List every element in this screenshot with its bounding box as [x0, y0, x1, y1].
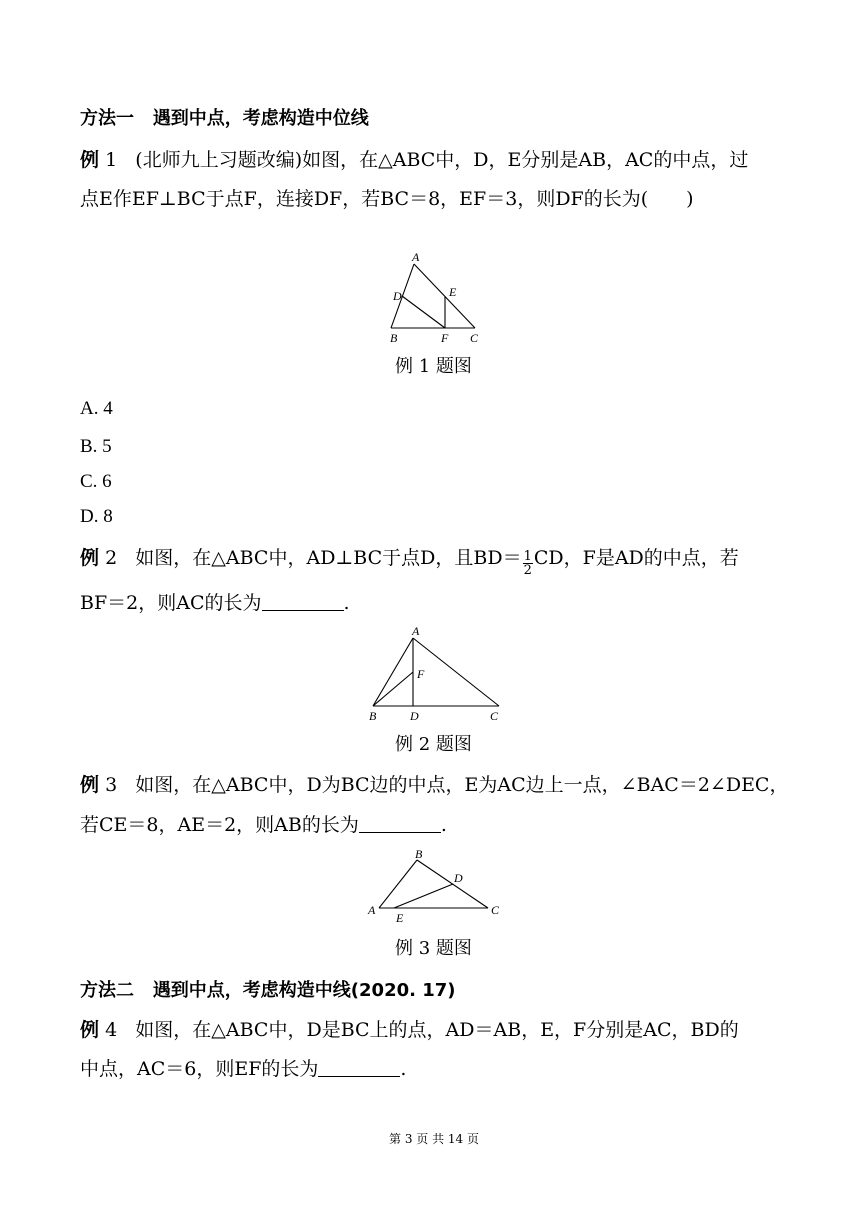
- figure-ex2: [362, 624, 512, 724]
- ex2-text-2: BF＝2，则AC的长为: [80, 592, 262, 614]
- fig2-label-d: D: [410, 709, 419, 723]
- ex2-period: .: [343, 592, 350, 614]
- figure-ex1: [380, 250, 490, 350]
- fig1-label-f: F: [441, 331, 449, 345]
- ex3-line2: [80, 812, 447, 838]
- fig3-label-c: C: [491, 903, 500, 917]
- ex2-text-a: 如图，在△ABC中，AD⊥BC于点D，且BD＝: [135, 547, 522, 569]
- ex4-text-1: 如图，在△ABC中，D是BC上的点，AD＝AB，E，F分别是AC，BD的: [135, 1019, 739, 1041]
- ex3-caption: 例 3 题图: [395, 938, 472, 959]
- ex4-line2: [80, 1056, 406, 1082]
- method2-label: 方法二: [80, 980, 134, 1001]
- ex1-text-1: (北师九上习题改编)如图，在△ABC中，D，E分别是AB，AC的中点，过: [135, 149, 749, 171]
- ex1-option-c: C. 6: [80, 471, 112, 492]
- ex2-frac-num: 1: [523, 549, 532, 564]
- ex1-option-b: B. 5: [80, 436, 112, 457]
- ex2-line1: [80, 545, 739, 577]
- fig3-label-d: D: [454, 871, 463, 885]
- ex3-text-1: 如图，在△ABC中，D为BC边的中点，E为AC边上一点，∠BAC＝2∠DEC，: [135, 774, 789, 796]
- ex2-line2: [80, 590, 350, 616]
- ex4-line1: [80, 1017, 739, 1043]
- fig1-label-c: C: [470, 331, 479, 345]
- fig3-label-b: B: [415, 847, 423, 861]
- ex2-num: 2: [105, 547, 118, 569]
- fig1-label-e: E: [449, 285, 457, 299]
- ex3-line1: [80, 772, 788, 798]
- ex4-period: .: [400, 1058, 407, 1080]
- fig2-label-b: B: [369, 709, 377, 723]
- ex2-caption: 例 2 题图: [395, 734, 472, 755]
- method1-text: 遇到中点，考虑构造中位线: [152, 108, 369, 129]
- ex1-line2: 点E作EF⊥BC于点F，连接DF，若BC＝8，EF＝3，则DF的长为( ): [80, 188, 694, 210]
- fig3-label-e: E: [396, 911, 404, 925]
- ex3-text-2: 若CE＝8，AE＝2，则AB的长为: [80, 814, 359, 836]
- ex2-answer-blank[interactable]: [262, 592, 344, 611]
- figure-ex3: [362, 846, 512, 926]
- ex1-label: 例: [80, 149, 100, 171]
- ex2-fraction: [523, 550, 533, 577]
- ex4-num: 4: [105, 1019, 118, 1041]
- fig1-label-a: A: [412, 250, 420, 264]
- ex4-label: 例: [80, 1019, 100, 1041]
- method1-heading: [80, 106, 369, 132]
- ex2-text-b: CD，F是AD的中点，若: [533, 547, 739, 569]
- ex4-text-2: 中点，AC＝6，则EF的长为: [80, 1058, 319, 1080]
- ex1-option-d: D. 8: [80, 506, 113, 527]
- method1-label: 方法一: [80, 108, 134, 129]
- method2-heading: [80, 978, 456, 1004]
- fig2-label-c: C: [490, 709, 499, 723]
- ex4-answer-blank[interactable]: [318, 1058, 400, 1077]
- ex2-label: 例: [80, 547, 100, 569]
- ex1-option-a: A. 4: [80, 398, 113, 419]
- fig3-label-a: A: [368, 903, 376, 917]
- ex3-label: 例: [80, 774, 100, 796]
- page-footer: 第 3 页 共 14 页: [389, 1132, 479, 1146]
- fig1-label-b: B: [390, 331, 398, 345]
- ex2-frac-den: 2: [523, 563, 532, 578]
- ex3-answer-blank[interactable]: [359, 814, 441, 833]
- fig1-label-d: D: [393, 289, 402, 303]
- ex1-caption: 例 1 题图: [395, 356, 472, 377]
- method2-text: 遇到中点，考虑构造中线(2020. 17): [152, 980, 456, 1001]
- ex1-line1: [80, 147, 748, 173]
- ex1-num: 1: [105, 149, 118, 171]
- ex3-period: .: [440, 814, 447, 836]
- fig2-label-f: F: [417, 667, 425, 681]
- fig2-label-a: A: [412, 624, 420, 638]
- ex3-num: 3: [105, 774, 118, 796]
